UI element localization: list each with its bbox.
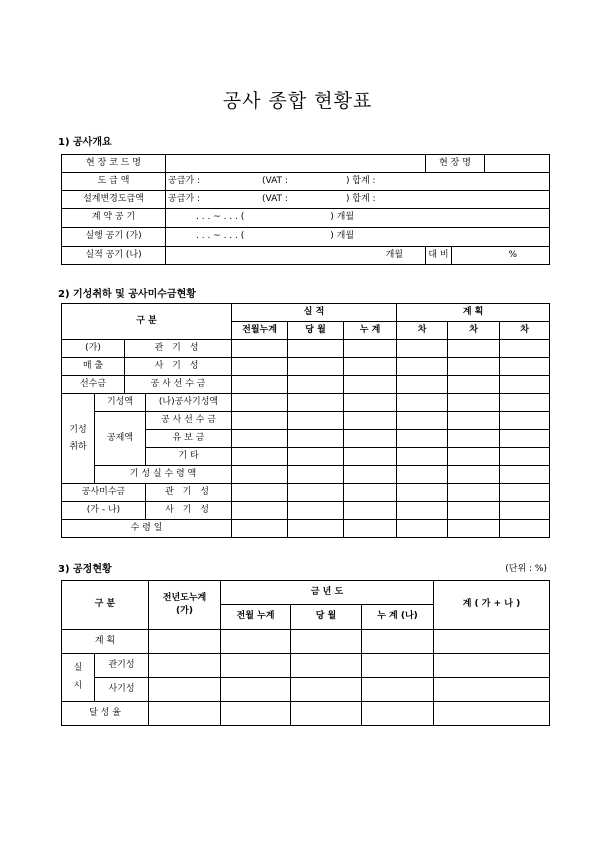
cell[interactable] [291,678,362,702]
supply-label: 공급가 : [168,175,200,186]
cell[interactable] [397,448,448,466]
deduction-advance-label: 공 사 선 수 금 [146,412,232,430]
cell[interactable] [448,484,500,502]
cell[interactable] [344,430,397,448]
cell[interactable] [434,630,550,654]
advance-item-label: 공 사 선 수 금 [125,376,232,394]
cell[interactable] [448,502,500,520]
site-code-value[interactable] [166,155,426,173]
cell[interactable] [344,448,397,466]
cell[interactable] [291,654,362,678]
cell[interactable] [288,358,344,376]
cell[interactable] [344,484,397,502]
cell[interactable] [344,394,397,412]
vat-label: (VAT : [261,193,288,204]
compare-label: 대 비 [426,247,452,265]
cell[interactable] [232,340,288,358]
deduction-label: 공제액 [95,412,146,466]
total-header: 계 ( 가 + 나 ) [434,581,550,630]
cell[interactable] [500,430,550,448]
compare-value[interactable] [452,247,550,265]
cell[interactable] [500,448,550,466]
gisung-withdraw-label: 기성 취하 [62,394,95,484]
cell[interactable] [344,502,397,520]
section-1-heading: 1) 공사개요 [58,137,112,148]
cell[interactable] [291,702,362,726]
this-year-header: 금 년 도 [221,581,434,605]
prev-year-header [149,581,221,630]
cell[interactable] [448,394,500,412]
cell[interactable] [397,394,448,412]
exec-period-label: 실행 공기 (가) [62,228,166,247]
cell[interactable] [448,466,500,484]
other-label: 기 타 [146,448,232,466]
percent-label: % [508,249,517,260]
cell[interactable] [221,678,291,702]
cell[interactable] [500,484,550,502]
cell[interactable] [397,502,448,520]
cell[interactable] [288,394,344,412]
cum-header: 누 계 [344,322,397,340]
months-label: ) 개월 [330,231,355,242]
cell[interactable] [149,630,221,654]
cell[interactable] [232,412,288,430]
cell[interactable] [500,340,550,358]
total-label: ) 합계 : [345,175,376,186]
prev-cum-header: 전월누계 [232,322,288,340]
sales-label: 매 출 [62,358,125,376]
cell[interactable] [232,520,288,538]
contract-period-value[interactable] [166,209,550,228]
cell[interactable] [344,376,397,394]
cell[interactable] [500,466,550,484]
cell[interactable] [434,654,550,678]
cell[interactable] [232,394,288,412]
design-change-value[interactable] [166,191,550,209]
cell[interactable] [362,678,434,702]
cell[interactable] [500,376,550,394]
cell[interactable] [344,520,397,538]
billing-table [61,303,550,538]
cell[interactable] [397,412,448,430]
cell[interactable] [221,654,291,678]
division-header: 구 분 [62,581,149,630]
design-change-label: 설계변경도급액 [62,191,166,209]
prev-month-cum-header: 전월 누계 [221,605,291,630]
cell[interactable] [291,630,362,654]
cell[interactable] [288,448,344,466]
page-title: 공사 종합 현황표 [222,90,373,112]
na-item-label: (나)공사기성액 [146,394,232,412]
cell[interactable] [434,678,550,702]
retention-label: 유 보 금 [146,430,232,448]
sa-label: 사 기 성 [146,502,232,520]
cell[interactable] [344,340,397,358]
cell[interactable] [288,412,344,430]
months-label: 개월 [385,249,403,260]
sa-label: 사기성 [95,678,149,702]
exec-period-value[interactable] [166,228,550,247]
section-2-heading: 2) 기성취하 및 공사미수금현황 [58,289,196,300]
cell[interactable] [397,376,448,394]
cell[interactable] [232,448,288,466]
cell[interactable] [232,466,288,484]
advance-label: 선수금 [62,376,125,394]
cell[interactable] [434,702,550,726]
supply-label: 공급가 : [168,193,200,204]
section-3-heading: 3) 공정현황 [58,564,112,575]
contract-amount-value[interactable] [166,173,550,191]
cell[interactable] [448,448,500,466]
cell[interactable] [397,520,448,538]
cell[interactable] [288,430,344,448]
cell[interactable] [397,340,448,358]
overview-table [61,154,550,265]
actual-header: 실 적 [232,304,397,322]
cell[interactable] [232,430,288,448]
sa-label: 사 기 성 [125,358,232,376]
cell[interactable] [362,702,434,726]
cell[interactable] [397,430,448,448]
plan-col-header: 차 [448,322,500,340]
unit-label: (단위 : %) [505,564,547,574]
cell[interactable] [500,502,550,520]
division-header: 구 분 [62,304,232,340]
gisung-amount-label: 기성액 [95,394,146,412]
receipt-date-label: 수 령 일 [62,520,232,538]
actual-receipt-label: 기 성 실 수 령 액 [95,466,232,484]
cum-na-header: 누 계 (나) [362,605,434,630]
cell[interactable] [149,654,221,678]
site-code-label: 현 장 코 드 명 [62,155,166,173]
cell[interactable] [362,654,434,678]
cell[interactable] [500,412,550,430]
this-month-header: 당 월 [288,322,344,340]
cell[interactable] [232,376,288,394]
cell[interactable] [149,702,221,726]
cell[interactable] [362,630,434,654]
achievement-rate-label: 달 성 율 [62,702,149,726]
cell[interactable] [232,484,288,502]
cell[interactable] [221,702,291,726]
cell[interactable] [221,630,291,654]
cell[interactable] [500,394,550,412]
this-month-header: 당 월 [291,605,362,630]
cell[interactable] [344,466,397,484]
cell[interactable] [500,520,550,538]
progress-table [61,580,550,726]
cell[interactable] [149,678,221,702]
months-label: ) 개월 [330,212,355,223]
cell[interactable] [397,358,448,376]
cell[interactable] [397,484,448,502]
cell[interactable] [232,358,288,376]
contract-period-label: 계 약 공 기 [62,209,166,228]
ga-label: (가) [176,606,193,616]
cell[interactable] [288,376,344,394]
period-range: . . . ~ . . . ( [196,212,245,223]
plan-header: 계 획 [397,304,550,322]
cell[interactable] [232,502,288,520]
gwan-label: 관 기 성 [146,484,232,502]
cell[interactable] [288,340,344,358]
plan-col-header: 차 [397,322,448,340]
plan-label: 계 획 [62,630,149,654]
cell[interactable] [448,376,500,394]
cell[interactable] [448,412,500,430]
cell[interactable] [344,358,397,376]
plan-col-header: 차 [500,322,550,340]
actual-period-value[interactable] [166,247,426,265]
cell[interactable] [288,466,344,484]
cell[interactable] [397,466,448,484]
period-range: . . . ~ . . . ( [196,231,245,242]
cell[interactable] [448,358,500,376]
cell[interactable] [448,520,500,538]
gwan-label: 관 기 성 [125,340,232,358]
ga-label: (가) [62,340,125,358]
gwan-label: 관기성 [95,654,149,678]
total-label: ) 합계 : [345,193,376,204]
ga-na-label: (가 - 나) [62,502,146,520]
cell[interactable] [288,484,344,502]
prev-year-label: 전년도누계 [162,592,207,603]
cell[interactable] [288,520,344,538]
cell[interactable] [288,502,344,520]
cell[interactable] [448,430,500,448]
contract-amount-label: 도 급 액 [62,173,166,191]
cell[interactable] [344,412,397,430]
site-name-label: 현 장 명 [426,155,485,173]
unpaid-label: 공사미수금 [62,484,146,502]
cell[interactable] [448,340,500,358]
site-name-value[interactable] [485,155,550,173]
exec-label: 실 시 [62,654,95,702]
vat-label: (VAT : [261,175,288,186]
cell[interactable] [500,358,550,376]
actual-period-label: 실적 공기 (나) [62,247,166,265]
